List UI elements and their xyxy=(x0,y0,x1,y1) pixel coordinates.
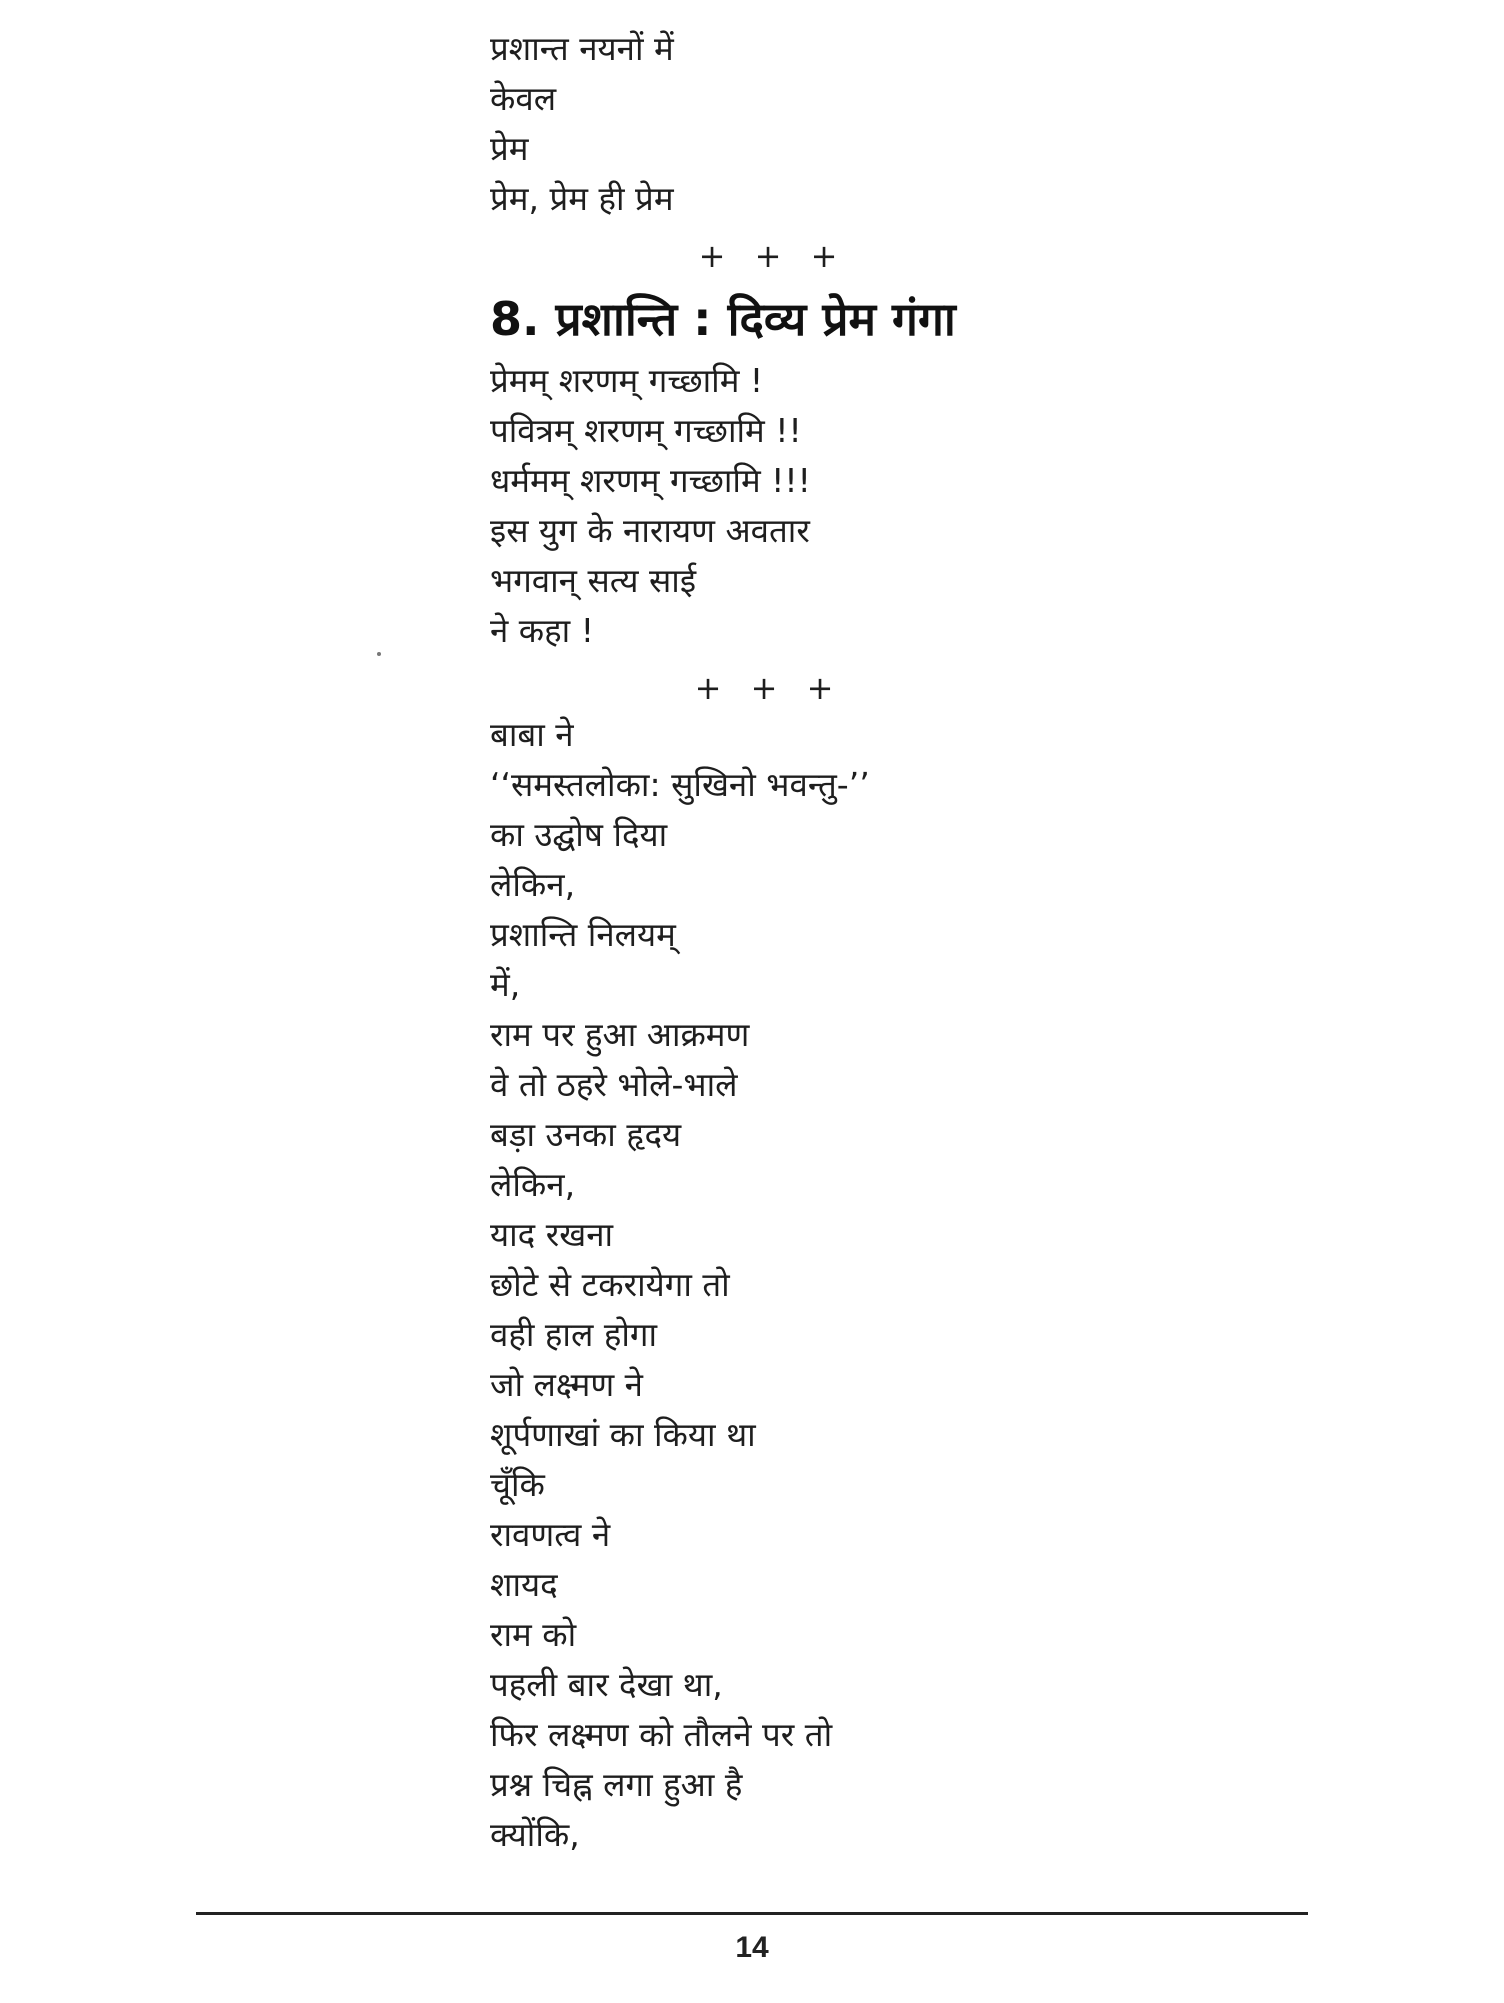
footer-rule xyxy=(196,1912,1308,1915)
verse-line: छोटे से टकरायेगा तो xyxy=(490,1265,730,1304)
separator-plus: + xyxy=(750,669,778,707)
verse-line: जो लक्ष्मण ने xyxy=(490,1365,643,1404)
verse-line: ‘‘समस्तलोका: सुखिनो भवन्तु-’’ xyxy=(490,765,870,804)
verse-line: शायद xyxy=(490,1565,558,1604)
verse-line: प्रशान्त नयनों में xyxy=(490,29,674,68)
verse-line: प्रेम xyxy=(490,129,529,168)
verse-line: राम को xyxy=(490,1615,577,1654)
verse-line: बाबा ने xyxy=(490,715,574,754)
verse-line: शूर्पणाखां का किया था xyxy=(490,1415,756,1454)
section-separator xyxy=(680,668,848,708)
verse-line: केवल xyxy=(490,79,557,118)
verse-line: रावणत्व ने xyxy=(490,1515,611,1554)
top-verse xyxy=(490,24,674,224)
verse-line: बड़ा उनका हृदय xyxy=(490,1115,682,1154)
verse-line: प्रश्न चिह्न लगा हुआ है xyxy=(490,1765,743,1804)
verse-line: वे तो ठहरे भोले-भाले xyxy=(490,1065,738,1104)
chapter-heading: 8. प्रशान्ति : दिव्य प्रेम गंगा xyxy=(490,292,956,346)
verse-line: प्रेम, प्रेम ही प्रेम xyxy=(490,179,674,218)
verse-line: प्रशान्ति निलयम् xyxy=(490,915,676,954)
verse-line: प्रेमम् शरणम् गच्छामि ! xyxy=(490,361,764,400)
section-verse xyxy=(490,356,811,656)
verse-line: धर्ममम् शरणम् गच्छामि !!! xyxy=(490,461,811,500)
print-speck xyxy=(377,652,381,656)
page-number: 14 xyxy=(735,1931,769,1964)
verse-line: याद रखना xyxy=(490,1215,614,1254)
verse-line: फिर लक्ष्मण को तौलने पर तो xyxy=(490,1715,833,1754)
verse-line: इस युग के नारायण अवतार xyxy=(490,511,810,550)
separator-plus: + xyxy=(806,669,834,707)
verse-line: चूँकि xyxy=(490,1465,545,1504)
verse-line: पहली बार देखा था, xyxy=(490,1665,723,1704)
verse-line: का उद्घोष दिया xyxy=(490,815,668,854)
separator-plus: + xyxy=(754,237,782,275)
separator-plus: + xyxy=(694,669,722,707)
poem-verse xyxy=(490,710,870,1860)
verse-line: पवित्रम् शरणम् गच्छामि !! xyxy=(490,411,802,450)
separator-plus: + xyxy=(810,237,838,275)
separator-plus: + xyxy=(698,237,726,275)
verse-line: लेकिन, xyxy=(490,865,576,904)
verse-line: ने कहा ! xyxy=(490,611,594,650)
verse-line: भगवान् सत्य साई xyxy=(490,561,697,600)
verse-line: लेकिन, xyxy=(490,1165,576,1204)
verse-line: वही हाल होगा xyxy=(490,1315,658,1354)
verse-line: क्योंकि, xyxy=(490,1815,580,1854)
verse-line: राम पर हुआ आक्रमण xyxy=(490,1015,750,1054)
section-separator xyxy=(684,236,852,276)
verse-line: में, xyxy=(490,965,521,1004)
